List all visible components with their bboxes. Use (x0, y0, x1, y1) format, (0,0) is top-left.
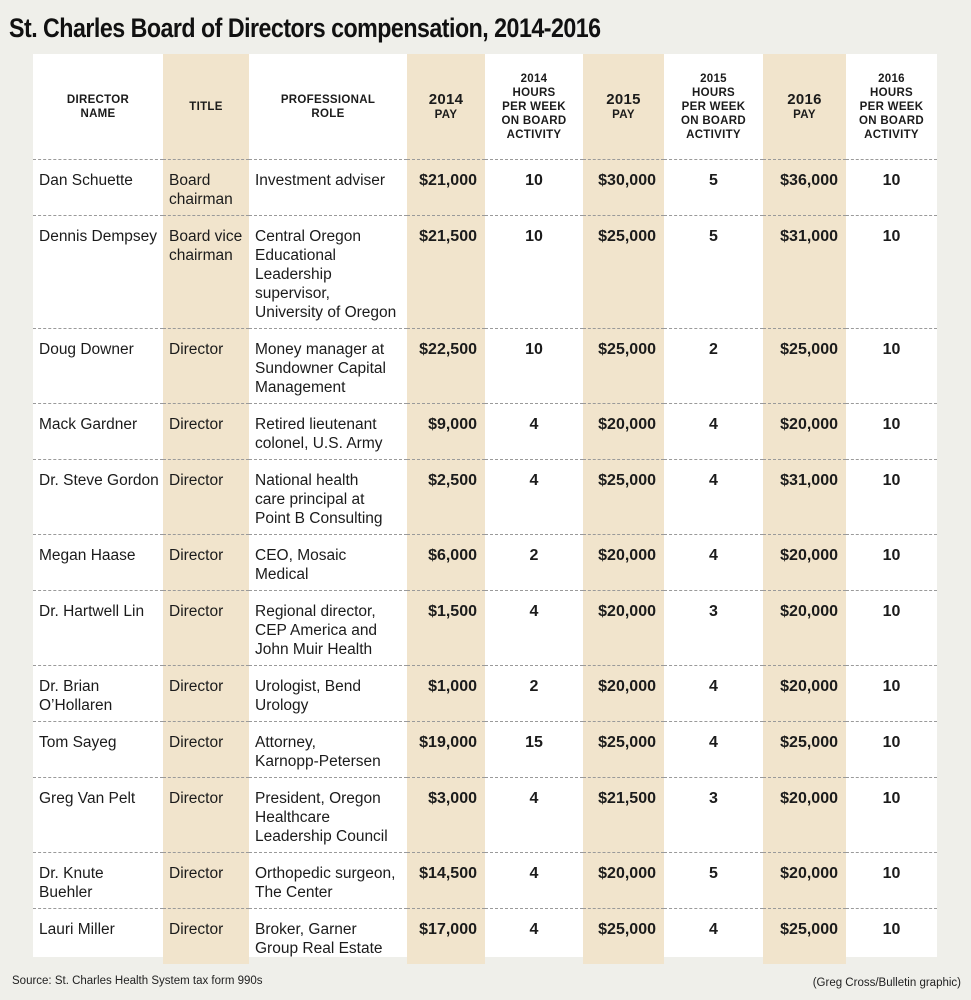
cell-hours2016: 10 (846, 160, 937, 216)
cell-pay2015: $20,000 (583, 404, 664, 460)
cell-hours2015: 4 (664, 535, 763, 591)
header-text: HOURS (869, 86, 914, 99)
header-text: PAY (434, 109, 458, 121)
cell-pay2014: $6,000 (407, 535, 485, 591)
cell-pay2014: $3,000 (407, 778, 485, 853)
cell-hours2014: 2 (485, 666, 583, 722)
header-text: ON BOARD (501, 114, 567, 127)
cell-hours2015: 2 (664, 329, 763, 404)
cell-line: Orthopedic surgeon, (255, 865, 396, 882)
cell-role (249, 404, 407, 460)
cell-pay2015: $25,000 (583, 216, 664, 329)
cell-pay2016: $20,000 (763, 666, 846, 722)
header-text: 2014 (520, 72, 548, 85)
cell-pay2014: $17,000 (407, 909, 485, 965)
cell-title (163, 460, 249, 535)
cell-pay2016: $20,000 (763, 535, 846, 591)
cell-pay2015: $20,000 (583, 853, 664, 909)
cell-pay2015: $25,000 (583, 909, 664, 965)
header-text: HOURS (512, 86, 556, 99)
cell-role (249, 722, 407, 778)
cell-name: Dr. Knute Buehler (33, 853, 163, 909)
header-text: ACTIVITY (864, 128, 919, 141)
cell-hours2014: 4 (485, 404, 583, 460)
cell-role (249, 329, 407, 404)
cell-line: Retired lieutenant (255, 416, 377, 433)
header-text: ON BOARD (680, 114, 746, 127)
cell-line: Board (169, 172, 211, 189)
cell-line: Healthcare (255, 809, 330, 826)
cell-name: Dr. Brian O’Hollaren (33, 666, 163, 722)
cell-name: Dr. Steve Gordon (33, 460, 163, 535)
cell-role (249, 666, 407, 722)
cell-line: Director (169, 472, 224, 489)
cell-role (249, 591, 407, 666)
cell-line: Investment adviser (255, 172, 386, 189)
header-row (33, 54, 937, 160)
cell-hours2014: 15 (485, 722, 583, 778)
table-row (33, 160, 937, 216)
cell-line: Director (169, 790, 224, 807)
cell-pay2014: $14,500 (407, 853, 485, 909)
cell-pay2016: $20,000 (763, 778, 846, 853)
cell-line: CEP America and (255, 622, 378, 639)
cell-line: National health (255, 472, 359, 489)
cell-hours2015: 4 (664, 722, 763, 778)
cell-line: The Center (255, 884, 333, 901)
column-header-role (249, 54, 407, 160)
cell-pay2015: $20,000 (583, 666, 664, 722)
cell-hours2016: 10 (846, 909, 937, 965)
cell-line: Director (169, 416, 224, 433)
cell-name: Megan Haase (33, 535, 163, 591)
cell-line: University of Oregon (255, 304, 397, 321)
header-text: 2014 (428, 91, 464, 108)
cell-hours2014: 10 (485, 329, 583, 404)
cell-line: Broker, Garner (255, 921, 357, 938)
header-text: PROFESSIONAL (280, 93, 376, 106)
cell-pay2014: $22,500 (407, 329, 485, 404)
cell-role (249, 909, 407, 965)
table-row (33, 535, 937, 591)
header-text: PAY (793, 109, 816, 121)
cell-line: Director (169, 603, 224, 620)
table-row (33, 329, 937, 404)
cell-role (249, 535, 407, 591)
cell-pay2016: $20,000 (763, 404, 846, 460)
cell-pay2015: $25,000 (583, 722, 664, 778)
cell-pay2016: $25,000 (763, 909, 846, 965)
column-header-name (33, 54, 163, 160)
cell-pay2016: $36,000 (763, 160, 846, 216)
cell-line: Director (169, 678, 224, 695)
header-text: 2015 (606, 91, 641, 108)
cell-line: CEO, Mosaic (255, 547, 347, 564)
cell-line: Medical (255, 566, 309, 583)
header-text: ON BOARD (858, 114, 924, 127)
cell-role (249, 216, 407, 329)
cell-name: Doug Downer (33, 329, 163, 404)
table-row (33, 722, 937, 778)
cell-line: Board vice (169, 228, 243, 245)
cell-line: Central Oregon (255, 228, 361, 245)
header-text: ACTIVITY (686, 128, 741, 141)
column-header-hours2015 (664, 54, 763, 160)
cell-pay2016: $20,000 (763, 591, 846, 666)
cell-role (249, 853, 407, 909)
cell-hours2015: 4 (664, 666, 763, 722)
cell-title (163, 666, 249, 722)
column-header-pay2014 (407, 54, 485, 160)
compensation-table (33, 54, 937, 964)
cell-line: Director (169, 547, 224, 564)
cell-pay2016: $31,000 (763, 460, 846, 535)
cell-line: Management (255, 379, 346, 396)
header-text: PAY (612, 109, 635, 121)
cell-line: supervisor, (255, 285, 330, 302)
cell-line: chairman (169, 247, 233, 264)
cell-hours2016: 10 (846, 722, 937, 778)
cell-line: Leadership (255, 266, 332, 283)
source-note: Source: St. Charles Health System tax form 990s (12, 975, 263, 987)
cell-line: Group Real Estate (255, 940, 383, 957)
table-body (33, 160, 937, 965)
cell-hours2015: 3 (664, 591, 763, 666)
table-row (33, 909, 937, 965)
cell-line: Karnopp-Petersen (255, 753, 381, 770)
cell-hours2014: 4 (485, 909, 583, 965)
table-row (33, 853, 937, 909)
cell-line: Director (169, 865, 224, 882)
cell-pay2014: $21,500 (407, 216, 485, 329)
column-header-hours2016 (846, 54, 937, 160)
cell-line: care principal at (255, 491, 365, 508)
column-header-title (163, 54, 249, 160)
cell-title (163, 216, 249, 329)
header-text: PER WEEK (502, 100, 566, 113)
cell-hours2014: 4 (485, 591, 583, 666)
cell-line: Regional director, (255, 603, 376, 620)
cell-name: Greg Van Pelt (33, 778, 163, 853)
cell-pay2015: $20,000 (583, 535, 664, 591)
cell-pay2014: $21,000 (407, 160, 485, 216)
cell-hours2016: 10 (846, 216, 937, 329)
cell-hours2015: 4 (664, 460, 763, 535)
cell-line: Point B Consulting (255, 510, 383, 527)
cell-title (163, 160, 249, 216)
cell-hours2016: 10 (846, 535, 937, 591)
cell-hours2015: 3 (664, 778, 763, 853)
table-row (33, 460, 937, 535)
cell-line: Money manager at (255, 341, 385, 358)
cell-hours2015: 5 (664, 853, 763, 909)
cell-name: Mack Gardner (33, 404, 163, 460)
cell-hours2014: 4 (485, 460, 583, 535)
cell-title (163, 329, 249, 404)
cell-pay2014: $1,500 (407, 591, 485, 666)
cell-hours2014: 4 (485, 853, 583, 909)
cell-line: President, Oregon (255, 790, 381, 807)
cell-title (163, 853, 249, 909)
cell-name: Dan Schuette (33, 160, 163, 216)
table-row (33, 778, 937, 853)
cell-pay2016: $31,000 (763, 216, 846, 329)
cell-hours2015: 5 (664, 160, 763, 216)
cell-line: Director (169, 734, 224, 751)
column-header-hours2014 (485, 54, 583, 160)
header-text: 2015 (700, 72, 727, 85)
chart-title: St. Charles Board of Directors compensation, 2014-2016 (9, 13, 601, 43)
cell-name: Lauri Miller (33, 909, 163, 965)
cell-pay2014: $9,000 (407, 404, 485, 460)
cell-line: chairman (169, 191, 233, 208)
cell-role (249, 460, 407, 535)
cell-line: John Muir Health (255, 641, 373, 658)
cell-pay2015: $30,000 (583, 160, 664, 216)
header-text: NAME (80, 107, 116, 120)
cell-title (163, 778, 249, 853)
cell-hours2014: 2 (485, 535, 583, 591)
header-text: PER WEEK (681, 100, 746, 113)
cell-pay2015: $25,000 (583, 460, 664, 535)
cell-name: Tom Sayeg (33, 722, 163, 778)
cell-pay2015: $21,500 (583, 778, 664, 853)
header-text: DIRECTOR (66, 93, 130, 106)
cell-hours2016: 10 (846, 778, 937, 853)
cell-hours2016: 10 (846, 853, 937, 909)
header-text: ACTIVITY (506, 128, 562, 141)
column-header-pay2016 (763, 54, 846, 160)
cell-hours2016: 10 (846, 460, 937, 535)
cell-line: Attorney, (255, 734, 316, 751)
cell-line: Educational (255, 247, 337, 264)
cell-hours2016: 10 (846, 591, 937, 666)
cell-title (163, 909, 249, 965)
table-row (33, 404, 937, 460)
cell-role (249, 778, 407, 853)
header-text: TITLE (189, 100, 223, 113)
cell-title (163, 591, 249, 666)
cell-hours2015: 4 (664, 404, 763, 460)
cell-hours2016: 10 (846, 404, 937, 460)
cell-hours2015: 4 (664, 909, 763, 965)
cell-line: Urologist, Bend (255, 678, 361, 695)
cell-pay2015: $20,000 (583, 591, 664, 666)
cell-line: colonel, U.S. Army (255, 435, 383, 452)
header-text: HOURS (691, 86, 736, 99)
column-header-pay2015 (583, 54, 664, 160)
cell-name: Dennis Dempsey (33, 216, 163, 329)
cell-pay2016: $20,000 (763, 853, 846, 909)
cell-title (163, 404, 249, 460)
header-text: 2016 (878, 72, 905, 85)
cell-pay2015: $25,000 (583, 329, 664, 404)
cell-hours2016: 10 (846, 329, 937, 404)
cell-hours2014: 10 (485, 160, 583, 216)
cell-line: Sundowner Capital (255, 360, 386, 377)
header-text: ROLE (311, 107, 345, 120)
table-panel (33, 54, 937, 957)
table-row (33, 591, 937, 666)
cell-hours2015: 5 (664, 216, 763, 329)
cell-hours2014: 10 (485, 216, 583, 329)
cell-title (163, 722, 249, 778)
cell-line: Director (169, 341, 224, 358)
cell-hours2014: 4 (485, 778, 583, 853)
cell-name: Dr. Hartwell Lin (33, 591, 163, 666)
header-text: 2016 (787, 91, 822, 108)
cell-line: Leadership Council (255, 828, 388, 845)
cell-hours2016: 10 (846, 666, 937, 722)
cell-line: Urology (255, 697, 309, 714)
cell-pay2014: $19,000 (407, 722, 485, 778)
cell-line: Director (169, 921, 224, 938)
graphic-credit: (Greg Cross/Bulletin graphic) (812, 977, 961, 989)
cell-pay2016: $25,000 (763, 722, 846, 778)
cell-pay2016: $25,000 (763, 329, 846, 404)
cell-pay2014: $1,000 (407, 666, 485, 722)
table-row (33, 666, 937, 722)
header-text: PER WEEK (859, 100, 924, 113)
cell-title (163, 535, 249, 591)
cell-pay2014: $2,500 (407, 460, 485, 535)
cell-role (249, 160, 407, 216)
table-row (33, 216, 937, 329)
